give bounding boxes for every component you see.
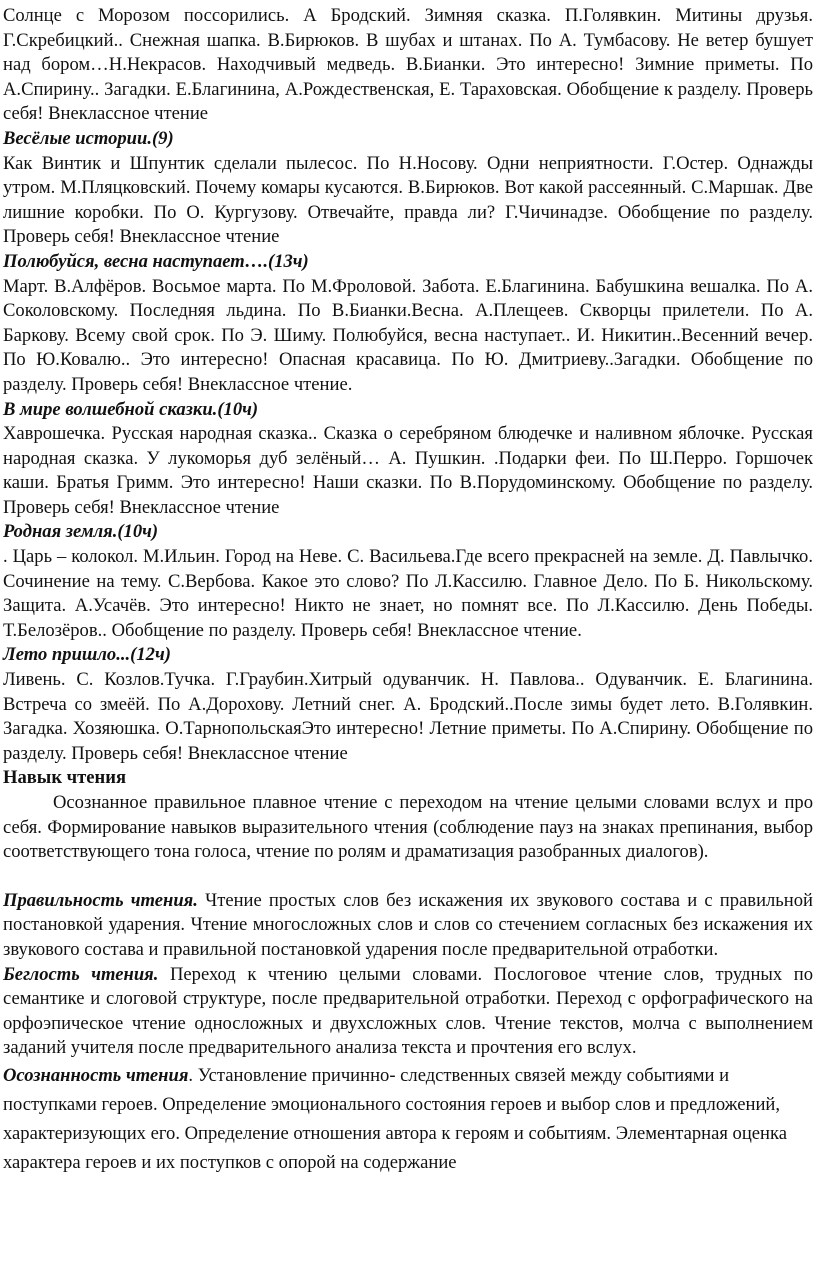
skill-paragraph-awareness <box>3 1061 813 1177</box>
skill-paragraph-fluency <box>3 963 813 1061</box>
intro-paragraph: Солнце с Морозом поссорились. А Бродский. Зимняя сказка. П.Голявкин. Митины друзья. Г.Скребицкий.. Снежная шапка. В.Бирюков. В шубах и штанах. По А. Тумбасову. Не ветер бушует над бором…Н.Некрасов. Находчивый медведь. В.Бианки. Это интересно! Зимние приметы. По А.Спирину.. Загадки. Е.Благинина, А.Рождественская, Е. Тараховская. Обобщение к разделу. Проверь себя! Внеклассное чтение <box>3 5 813 125</box>
section-heading-summer: Лето пришло...(12ч) <box>3 644 171 666</box>
section-heading-spring: Полюбуйся, весна наступает….(13ч) <box>3 250 309 272</box>
skills-heading: Навык чтения <box>3 767 127 789</box>
skill-term-correctness: Правильность чтения. <box>3 889 198 911</box>
section-body-native-land: . Царь – колокол. М.Ильин. Город на Неве. С. Васильева.Где всего прекрасней на земле. Д. Павлычко. Сочинение на тему. С.Вербова. Какое это слово? По Л.Кассилю. Главное Дело. По Б. Никольскому. Защита. А.Усачёв. Это интересно! Никто не знает, но помнят все. По Л.Кассилю. День Победы. Т.Белозёров.. Обобщение по разделу. Проверь себя! Внеклассное чтение. <box>3 546 813 641</box>
section-heading-fairy-tales: В мире волшебной сказки.(10ч) <box>3 398 259 420</box>
skill-paragraph-correctness <box>3 889 813 963</box>
section-body-spring: Март. В.Алфёров. Восьмое марта. По М.Фроловой. Забота. Е.Благинина. Бабушкина вешалка. По А. Соколовскому. Последняя льдина. По В.Бианки.Весна. А.Плещеев. Скворцы прилетели. По А. Баркову. Всему свой срок. По Э. Шиму. Полюбуйся, весна наступает.. И. Никитин..Весенний вечер. По Ю.Ковалю.. Это интересно! Опасная красавица. По Ю. Дмитриеву..Загадки. Обобщение по разделу. Проверь себя! Внеклассное чтение. <box>3 275 813 395</box>
section-body-funny-stories: Как Винтик и Шпунтик сделали пылесос. По Н.Носову. Одни неприятности. Г.Остер. Однажды утром. М.Пляцковский. Почему комары кусаются. В.Бирюков. Вот какой рассеянный. С.Маршак. Две лишние коробки. По О. Кургузову. Отвечайте, правда ли? Г.Чичинадзе. Обобщение по разделу. Проверь себя! Внеклассное чтение <box>3 152 813 248</box>
section-heading-funny-stories: Весёлые истории.(9) <box>3 127 174 149</box>
skill-text-correctness: Чтение простых слов без искажения их звукового состава и с правильной постановкой ударения. Чтение многосложных слов и слов со стечением согласных без искажения их звукового состава и правильной постановкой ударения после предварительной отработки. <box>3 889 813 960</box>
skill-term-awareness: Осознанность чтения <box>3 1064 189 1086</box>
blank-line <box>3 865 813 889</box>
section-heading-native-land: Родная земля.(10ч) <box>3 521 159 543</box>
skills-intro-paragraph: Осознанное правильное плавное чтение с переходом на чтение целыми словами вслух и про себя. Формирование навыков выразительного чтения (соблюдение пауз на знаках препинания, выбор соответствующего тона голоса, чтение по ролям и драматизация разобранных диалогов). <box>3 792 813 863</box>
skill-term-fluency: Беглость чтения. <box>3 963 159 985</box>
section-body-fairy-tales: Хаврошечка. Русская народная сказка.. Сказка о серебряном блюдечке и наливном яблочке. Русская народная сказка. У лукоморья дуб зелёный… А. Пушкин. .Подарки феи. По Ш.Перро. Горшочек каши. Братья Гримм. Это интересно! Наши сказки. По В.Порудоминскому. Обобщение по разделу. Проверь себя! Внеклассное чтение <box>3 423 813 518</box>
section-body-summer: Ливень. С. Козлов.Тучка. Г.Граубин.Хитрый одуванчик. Н. Павлова.. Одуванчик. Е. Благинина. Встреча со змеёй. По А.Дорохову. Летний снег. А. Бродский..После зимы будет лето. В.Голявкин. Загадка. Хозяюшка. О.ТарнопольскаяЭто интересно! Летние приметы. По А.Спирину. Обобщение по разделу. Проверь себя! Внеклассное чтение <box>3 669 813 764</box>
skill-text-awareness: . Установление причинно- следственных связей между событиями и поступками героев. Определение эмоционального состояния героев и выбор слов и предложений, характеризующих его. Определение отношения автора к героям и событиям. Элементарная оценка характера героев и их поступков с опорой на содержание <box>3 1064 788 1173</box>
skill-text-fluency: Переход к чтению целыми словами. Послоговое чтение слов, трудных по семантике и слоговой структуре, после предварительной отработки. Переход с орфографического на орфоэпическое чтение односложных и двухсложных слов. Чтение текстов, молча с выполнением заданий учителя после предварительного анализа текста и прочтения его вслух. <box>3 963 813 1059</box>
